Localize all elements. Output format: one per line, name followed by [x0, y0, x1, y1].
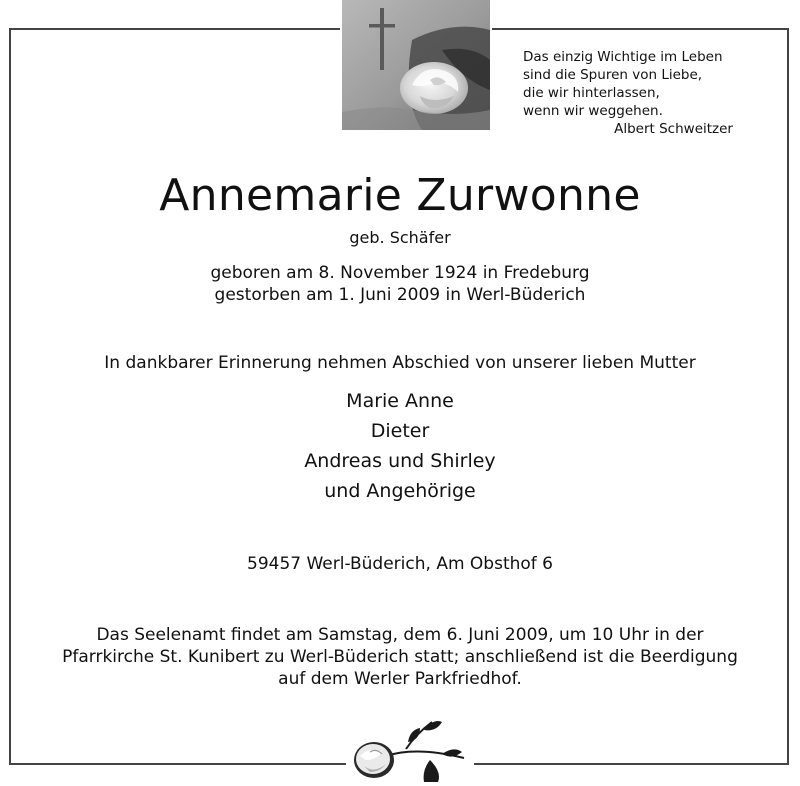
mourners-list: [0, 386, 800, 506]
death-line: gestorben am 1. Juni 2009 in Werl-Büderich: [214, 285, 586, 305]
rose-icon: [400, 62, 468, 114]
quote-line: sind die Spuren von Liebe,: [523, 67, 703, 83]
family-address: 59457 Werl-Büderich, Am Obsthof 6: [247, 554, 553, 574]
cross-rose-photo: [340, 0, 492, 130]
cross-rose-picture: [342, 0, 490, 130]
quote-block: [523, 48, 733, 138]
rose-ornament-icon: [346, 716, 474, 782]
life-dates: [0, 262, 800, 306]
maiden-name: geb. Schäfer: [349, 228, 451, 247]
farewell-intro: In dankbarer Erinnerung nehmen Abschied von unserer lieben Mutter: [104, 353, 696, 373]
mourner-name: Andreas und Shirley: [304, 450, 496, 472]
quote-author: Albert Schweitzer: [614, 121, 733, 137]
mourner-name: Dieter: [370, 420, 430, 442]
deceased-name: Annemarie Zurwonne: [159, 170, 641, 221]
service-line: Das Seelenamt findet am Samstag, dem 6. Juni 2009, um 10 Uhr in der: [96, 625, 704, 645]
quote-line: Das einzig Wichtige im Leben: [523, 49, 723, 65]
mourner-name: und Angehörige: [324, 480, 476, 502]
birth-line: geboren am 8. November 1924 in Fredeburg: [210, 263, 590, 283]
quote-line: die wir hinterlassen,: [523, 85, 660, 101]
service-line: auf dem Werler Parkfriedhof.: [278, 669, 522, 689]
rose-ornament: [346, 716, 474, 782]
mourner-name: Marie Anne: [346, 390, 454, 412]
quote-line: wenn wir weggehen.: [523, 103, 663, 119]
service-line: Pfarrkirche St. Kunibert zu Werl-Büderich statt; anschließend ist die Beerdigung: [62, 647, 738, 667]
service-info: [0, 624, 800, 690]
